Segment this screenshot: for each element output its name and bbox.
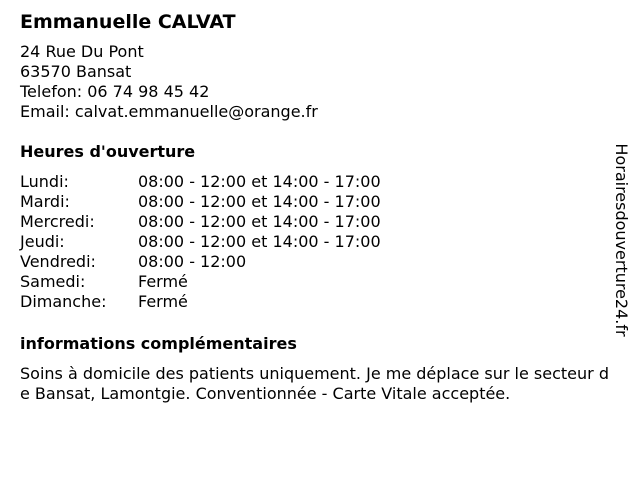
business-name: Emmanuelle CALVAT [20,11,236,33]
hours-row-mardi [20,192,610,212]
additional-info-title: informations complémentaires [20,334,297,353]
day-hours: 08:00 - 12:00 et 14:00 - 17:00 [138,192,381,211]
street-address: 24 Rue Du Pont [20,42,144,61]
day-label: Jeudi: [20,232,65,251]
day-hours: 08:00 - 12:00 et 14:00 - 17:00 [138,172,381,191]
day-label: Samedi: [20,272,86,291]
day-label: Lundi: [20,172,69,191]
hours-row-dimanche [20,292,610,312]
day-label: Mardi: [20,192,70,211]
email-address: Email: calvat.emmanuelle@orange.fr [20,102,318,121]
opening-hours-title: Heures d'ouverture [20,142,196,161]
day-hours: Fermé [138,272,188,291]
hours-row-samedi [20,272,610,292]
site-watermark: Horairesdouverture24.fr [612,143,631,337]
hours-row-mercredi [20,212,610,232]
address-block [20,42,610,122]
day-label: Mercredi: [20,212,95,231]
hours-row-jeudi [20,232,610,252]
opening-hours-table [20,172,610,312]
day-label: Dimanche: [20,292,107,311]
hours-row-lundi [20,172,610,192]
city-address: 63570 Bansat [20,62,132,81]
day-hours: 08:00 - 12:00 et 14:00 - 17:00 [138,232,381,251]
hours-row-vendredi [20,252,610,272]
day-label: Vendredi: [20,252,96,271]
day-hours: 08:00 - 12:00 [138,252,247,271]
day-hours: Fermé [138,292,188,311]
additional-info-text: Soins à domicile des patients uniquement. Je me déplace sur le secteur de Bansat, Lamontgie. Conventionnée - Carte Vitale acceptée. [20,364,609,403]
phone-number: Telefon: 06 74 98 45 42 [20,82,210,101]
business-card [20,10,610,404]
day-hours: 08:00 - 12:00 et 14:00 - 17:00 [138,212,381,231]
